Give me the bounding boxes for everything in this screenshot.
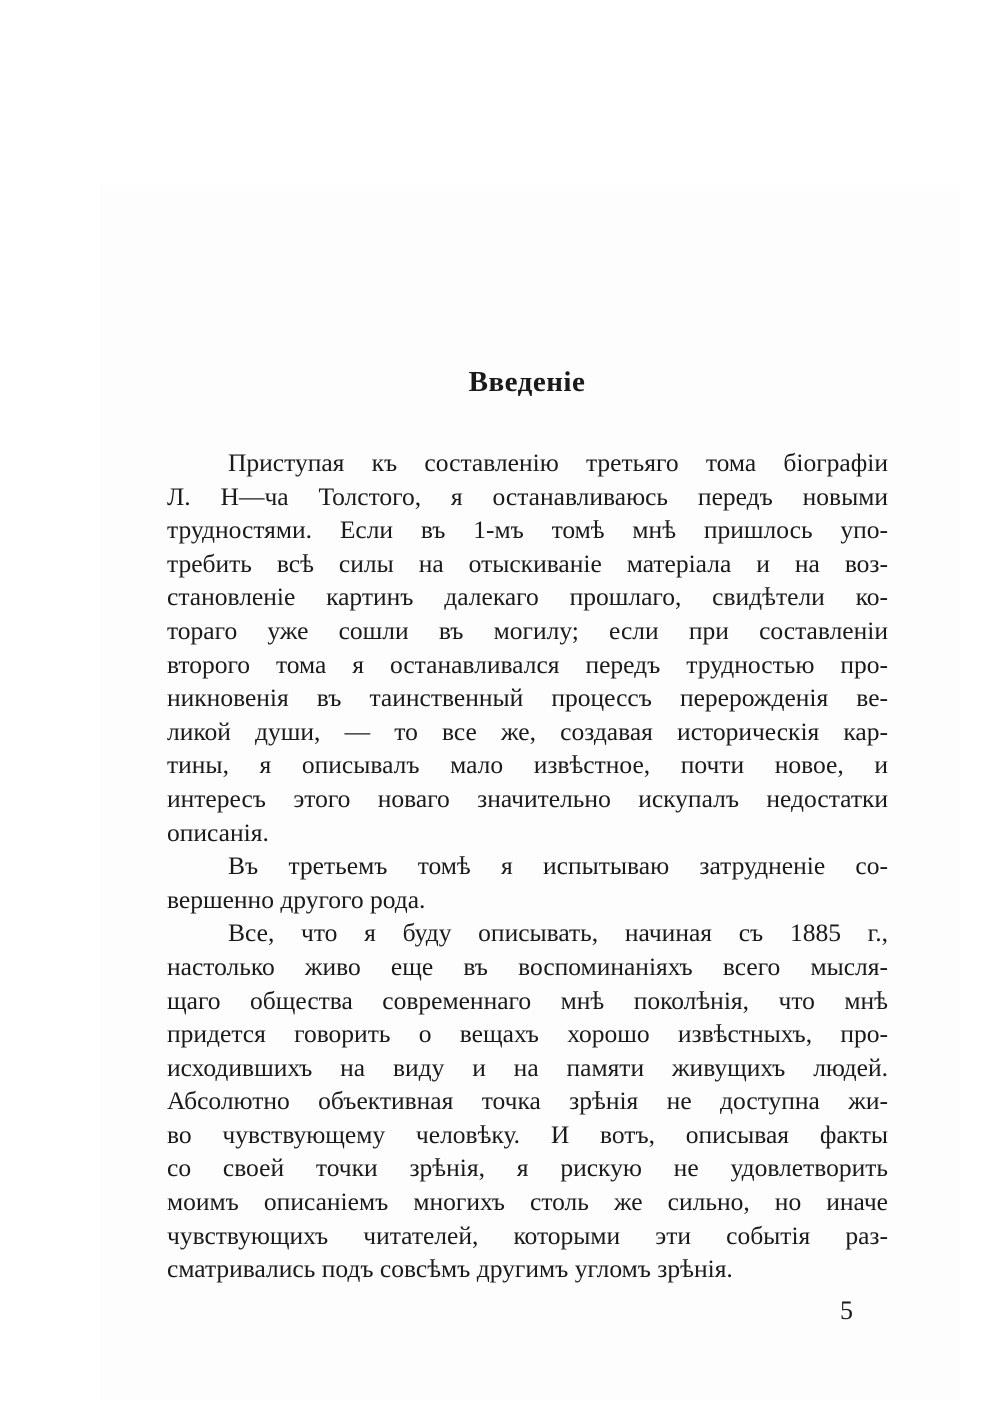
- text-line: никновенія въ таинственный процессъ перерожденія ве-: [167, 683, 888, 713]
- text-line: требить всѣ силы на отыскиваніе матеріала и на воз-: [167, 548, 888, 578]
- text-line: тины, я описывалъ мало извѣстное, почти новое, и: [167, 750, 888, 780]
- text-line: моимъ описаніемъ многихъ столь же сильно, но иначе: [167, 1187, 888, 1217]
- text-line: Все, что я буду описывать, начиная съ 1885 г.,: [228, 918, 888, 948]
- text-line: Л. Н—ча Толстого, я останавливаюсь передъ новыми: [167, 481, 888, 511]
- text-line: становленіе картинъ далекаго прошлаго, свидѣтели ко-: [167, 582, 888, 612]
- page-number: 5: [840, 1296, 853, 1325]
- text-line: вершенно другого рода.: [167, 884, 426, 914]
- text-line: Въ третьемъ томѣ я испытываю затрудненіе со-: [228, 851, 888, 881]
- text-line: тораго уже сошли въ могилу; если при составленіи: [167, 615, 888, 645]
- text-line: чувствующихъ читателей, которыми эти событія раз-: [167, 1220, 888, 1250]
- text-line: щаго общества современнаго мнѣ поколѣнія, что мнѣ: [167, 985, 888, 1015]
- text-line: интересъ этого новаго значительно искупалъ недостатки: [167, 783, 888, 813]
- text-line: настолько живо еще въ воспоминаніяхъ всего мысля-: [167, 951, 888, 981]
- text-line: Абсолютно объективная точка зрѣнія не доступна жи-: [167, 1086, 888, 1116]
- text-line: придется говорить о вещахъ хорошо извѣстныхъ, про-: [167, 1019, 888, 1049]
- text-line: сматривались подъ совсѣмъ другимъ угломъ зрѣнія.: [167, 1254, 733, 1284]
- text-line: описанія.: [167, 817, 269, 847]
- text-line: второго тома я останавливался передъ трудностью про-: [167, 649, 888, 679]
- text-line: во чувствующему человѣку. И вотъ, описывая факты: [167, 1119, 888, 1149]
- text-line: трудностями. Если въ 1-мъ томѣ мнѣ пришлось упо-: [167, 515, 888, 545]
- text-line: ликой души, — то все же, создавая историческія кар-: [167, 716, 888, 746]
- chapter-title: Введеніе: [468, 366, 586, 398]
- text-line: исходившихъ на виду и на памяти живущихъ людей.: [167, 1052, 888, 1082]
- text-line: со своей точки зрѣнія, я рискую не удовлетворить: [167, 1153, 888, 1183]
- body-text: [167, 446, 888, 1286]
- text-line: Приступая къ составленію третьяго тома біографіи: [228, 448, 888, 477]
